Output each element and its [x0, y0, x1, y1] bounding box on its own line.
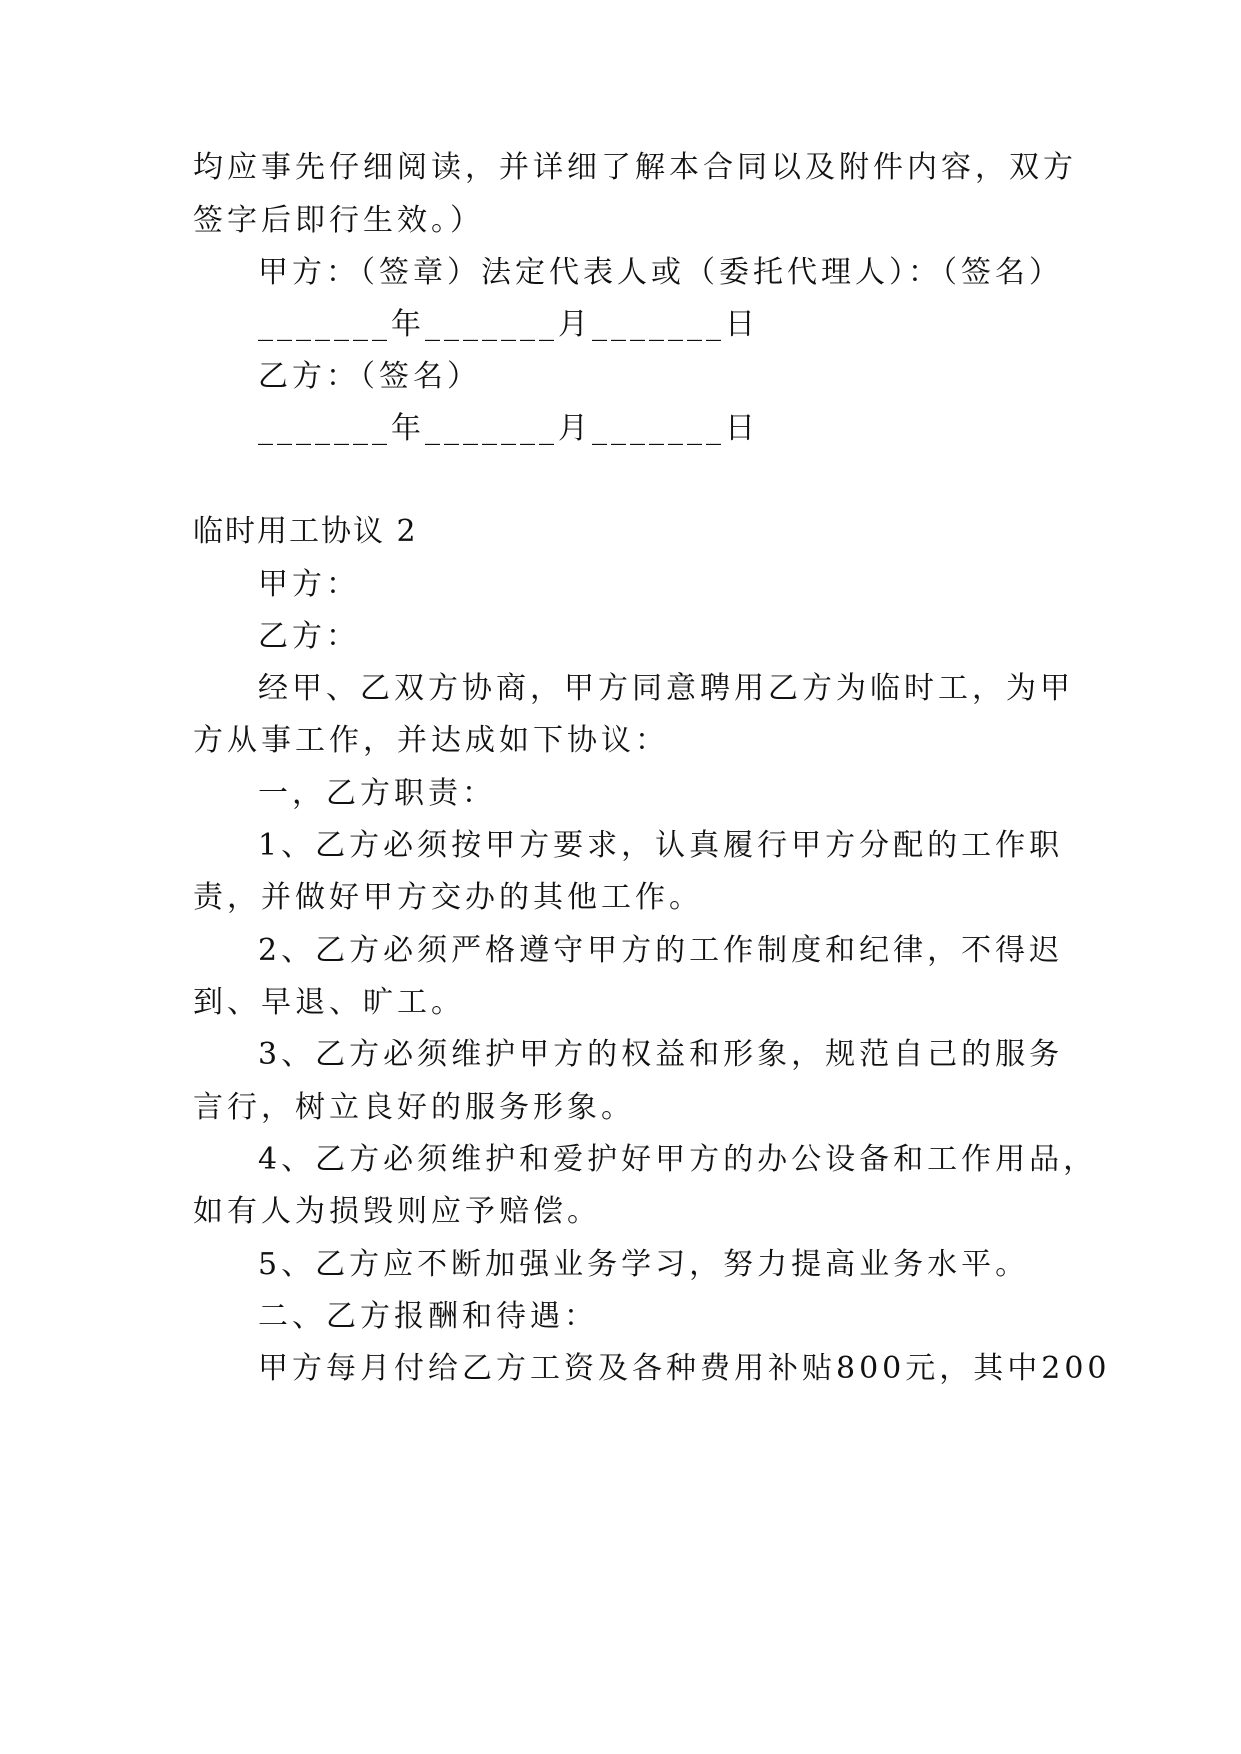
signature-date-b: _______年_______月_______日 [258, 411, 759, 446]
intro-line-2: 方从事工作，并达成如下协议： [193, 723, 669, 758]
item-3-line-1: 3、乙方必须维护甲方的权益和形象，规范自己的服务 [258, 1037, 1064, 1072]
continuation-line-1: 均应事先仔细阅读，并详细了解本合同以及附件内容，双方 [193, 150, 1077, 185]
party-b-label: 乙方： [258, 619, 360, 654]
item-3-line-2: 言行，树立良好的服务形象。 [193, 1090, 635, 1125]
item-2-line-2: 到、早退、旷工。 [193, 985, 465, 1020]
heading-duties: 一，乙方职责： [258, 776, 496, 811]
signature-date-a: _______年_______月_______日 [258, 307, 759, 342]
signature-party-a: 甲方：（签章）法定代表人或（委托代理人）：（签名） [258, 255, 1063, 290]
continuation-line-2: 签字后即行生效。） [193, 203, 484, 238]
item-4-line-1: 4、乙方必须维护和爱护好甲方的办公设备和工作用品， [258, 1142, 1098, 1177]
signature-party-b: 乙方：（签名） [258, 359, 481, 394]
item-2-line-1: 2、乙方必须严格遵守甲方的工作制度和纪律，不得迟 [258, 933, 1064, 968]
pay-line-1: 甲方每月付给乙方工资及各种费用补贴800元，其中200 [258, 1351, 1111, 1386]
intro-line-1: 经甲、乙双方协商，甲方同意聘用乙方为临时工，为甲 [258, 671, 1074, 706]
section-title: 临时用工协议 2 [193, 514, 418, 549]
item-1-line-1: 1、乙方必须按甲方要求，认真履行甲方分配的工作职 [258, 828, 1064, 863]
item-4-line-2: 如有人为损毁则应予赔偿。 [193, 1194, 601, 1229]
item-1-line-2: 责，并做好甲方交办的其他工作。 [193, 880, 703, 915]
item-5: 5、乙方应不断加强业务学习，努力提高业务水平。 [258, 1247, 1030, 1282]
party-a-label: 甲方： [258, 567, 360, 602]
heading-pay: 二、乙方报酬和待遇： [258, 1299, 598, 1334]
